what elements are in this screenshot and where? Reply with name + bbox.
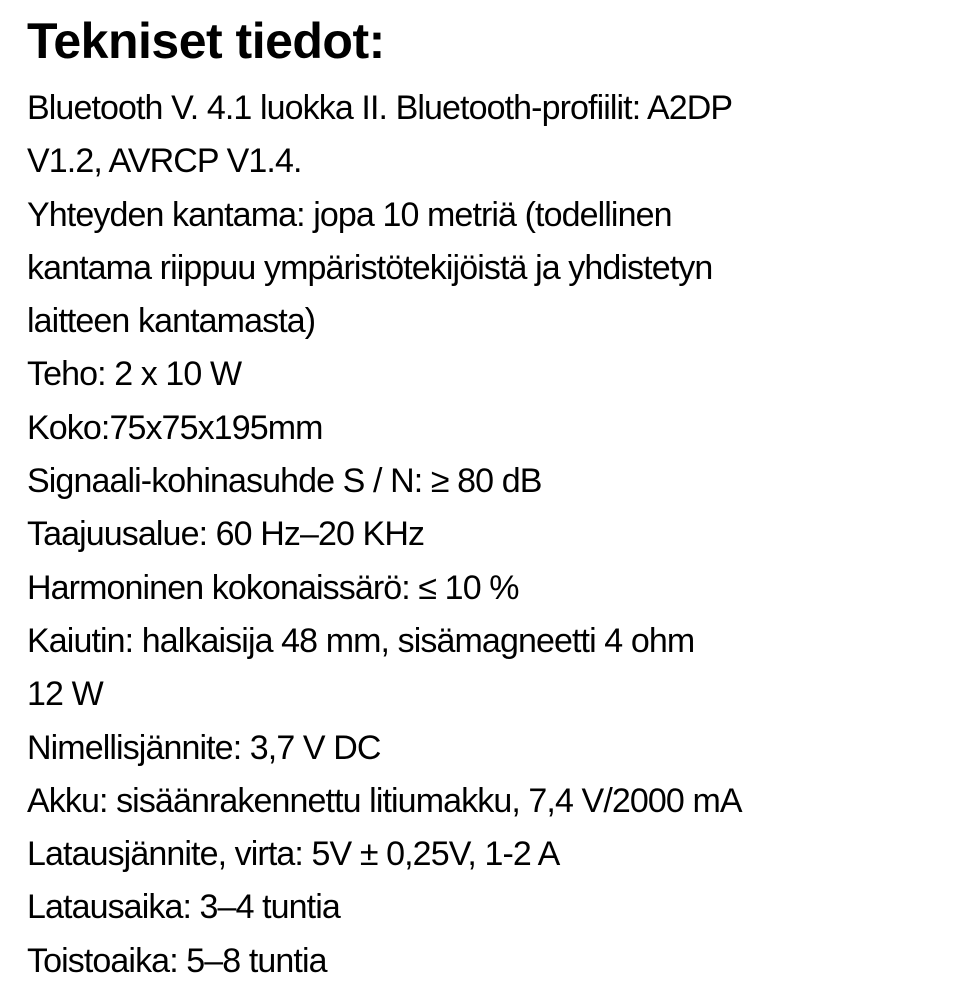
spec-line-charging-voltage: Latausjännite, virta: 5V ± 0,25V, 1-2 A (27, 835, 560, 874)
spec-list (27, 82, 952, 988)
spec-line-speaker: Kaiutin: halkaisija 48 mm, sisämagneetti 4 ohm (27, 621, 695, 660)
spec-line-bluetooth-profiles: V1.2, AVRCP V1.4. (27, 142, 302, 181)
spec-line-power: Teho: 2 x 10 W (27, 355, 242, 394)
spec-line-range-note: kantama riippuu ympäristötekijöistä ja yhdistetyn (27, 248, 713, 287)
spec-line-charging-time: Latausaika: 3–4 tuntia (27, 888, 340, 927)
spec-line-battery: Akku: sisäänrakennettu litiumakku, 7,4 V/2000 mA (27, 781, 742, 820)
spec-line-playback-time: Toistoaika: 5–8 tuntia (27, 941, 327, 980)
spec-line-frequency-range: Taajuusalue: 60 Hz–20 KHz (27, 515, 425, 554)
spec-line-snr: Signaali-kohinasuhde S / N: ≥ 80 dB (27, 462, 542, 501)
spec-line-thd: Harmoninen kokonaissärö: ≤ 10 % (27, 568, 519, 607)
spec-line-speaker-power: 12 W (27, 675, 103, 714)
page-title: Tekniset tiedot: (27, 13, 385, 69)
spec-line-bluetooth: Bluetooth V. 4.1 luokka II. Bluetooth-profiilit: A2DP (27, 89, 733, 127)
spec-line-size: Koko:75x75x195mm (27, 408, 323, 447)
spec-line-range-note-end: laitteen kantamasta) (27, 302, 316, 341)
spec-line-range: Yhteyden kantama: jopa 10 metriä (todellinen (27, 195, 672, 234)
spec-sheet (27, 0, 952, 988)
spec-line-rated-voltage: Nimellisjännite: 3,7 V DC (27, 728, 381, 767)
